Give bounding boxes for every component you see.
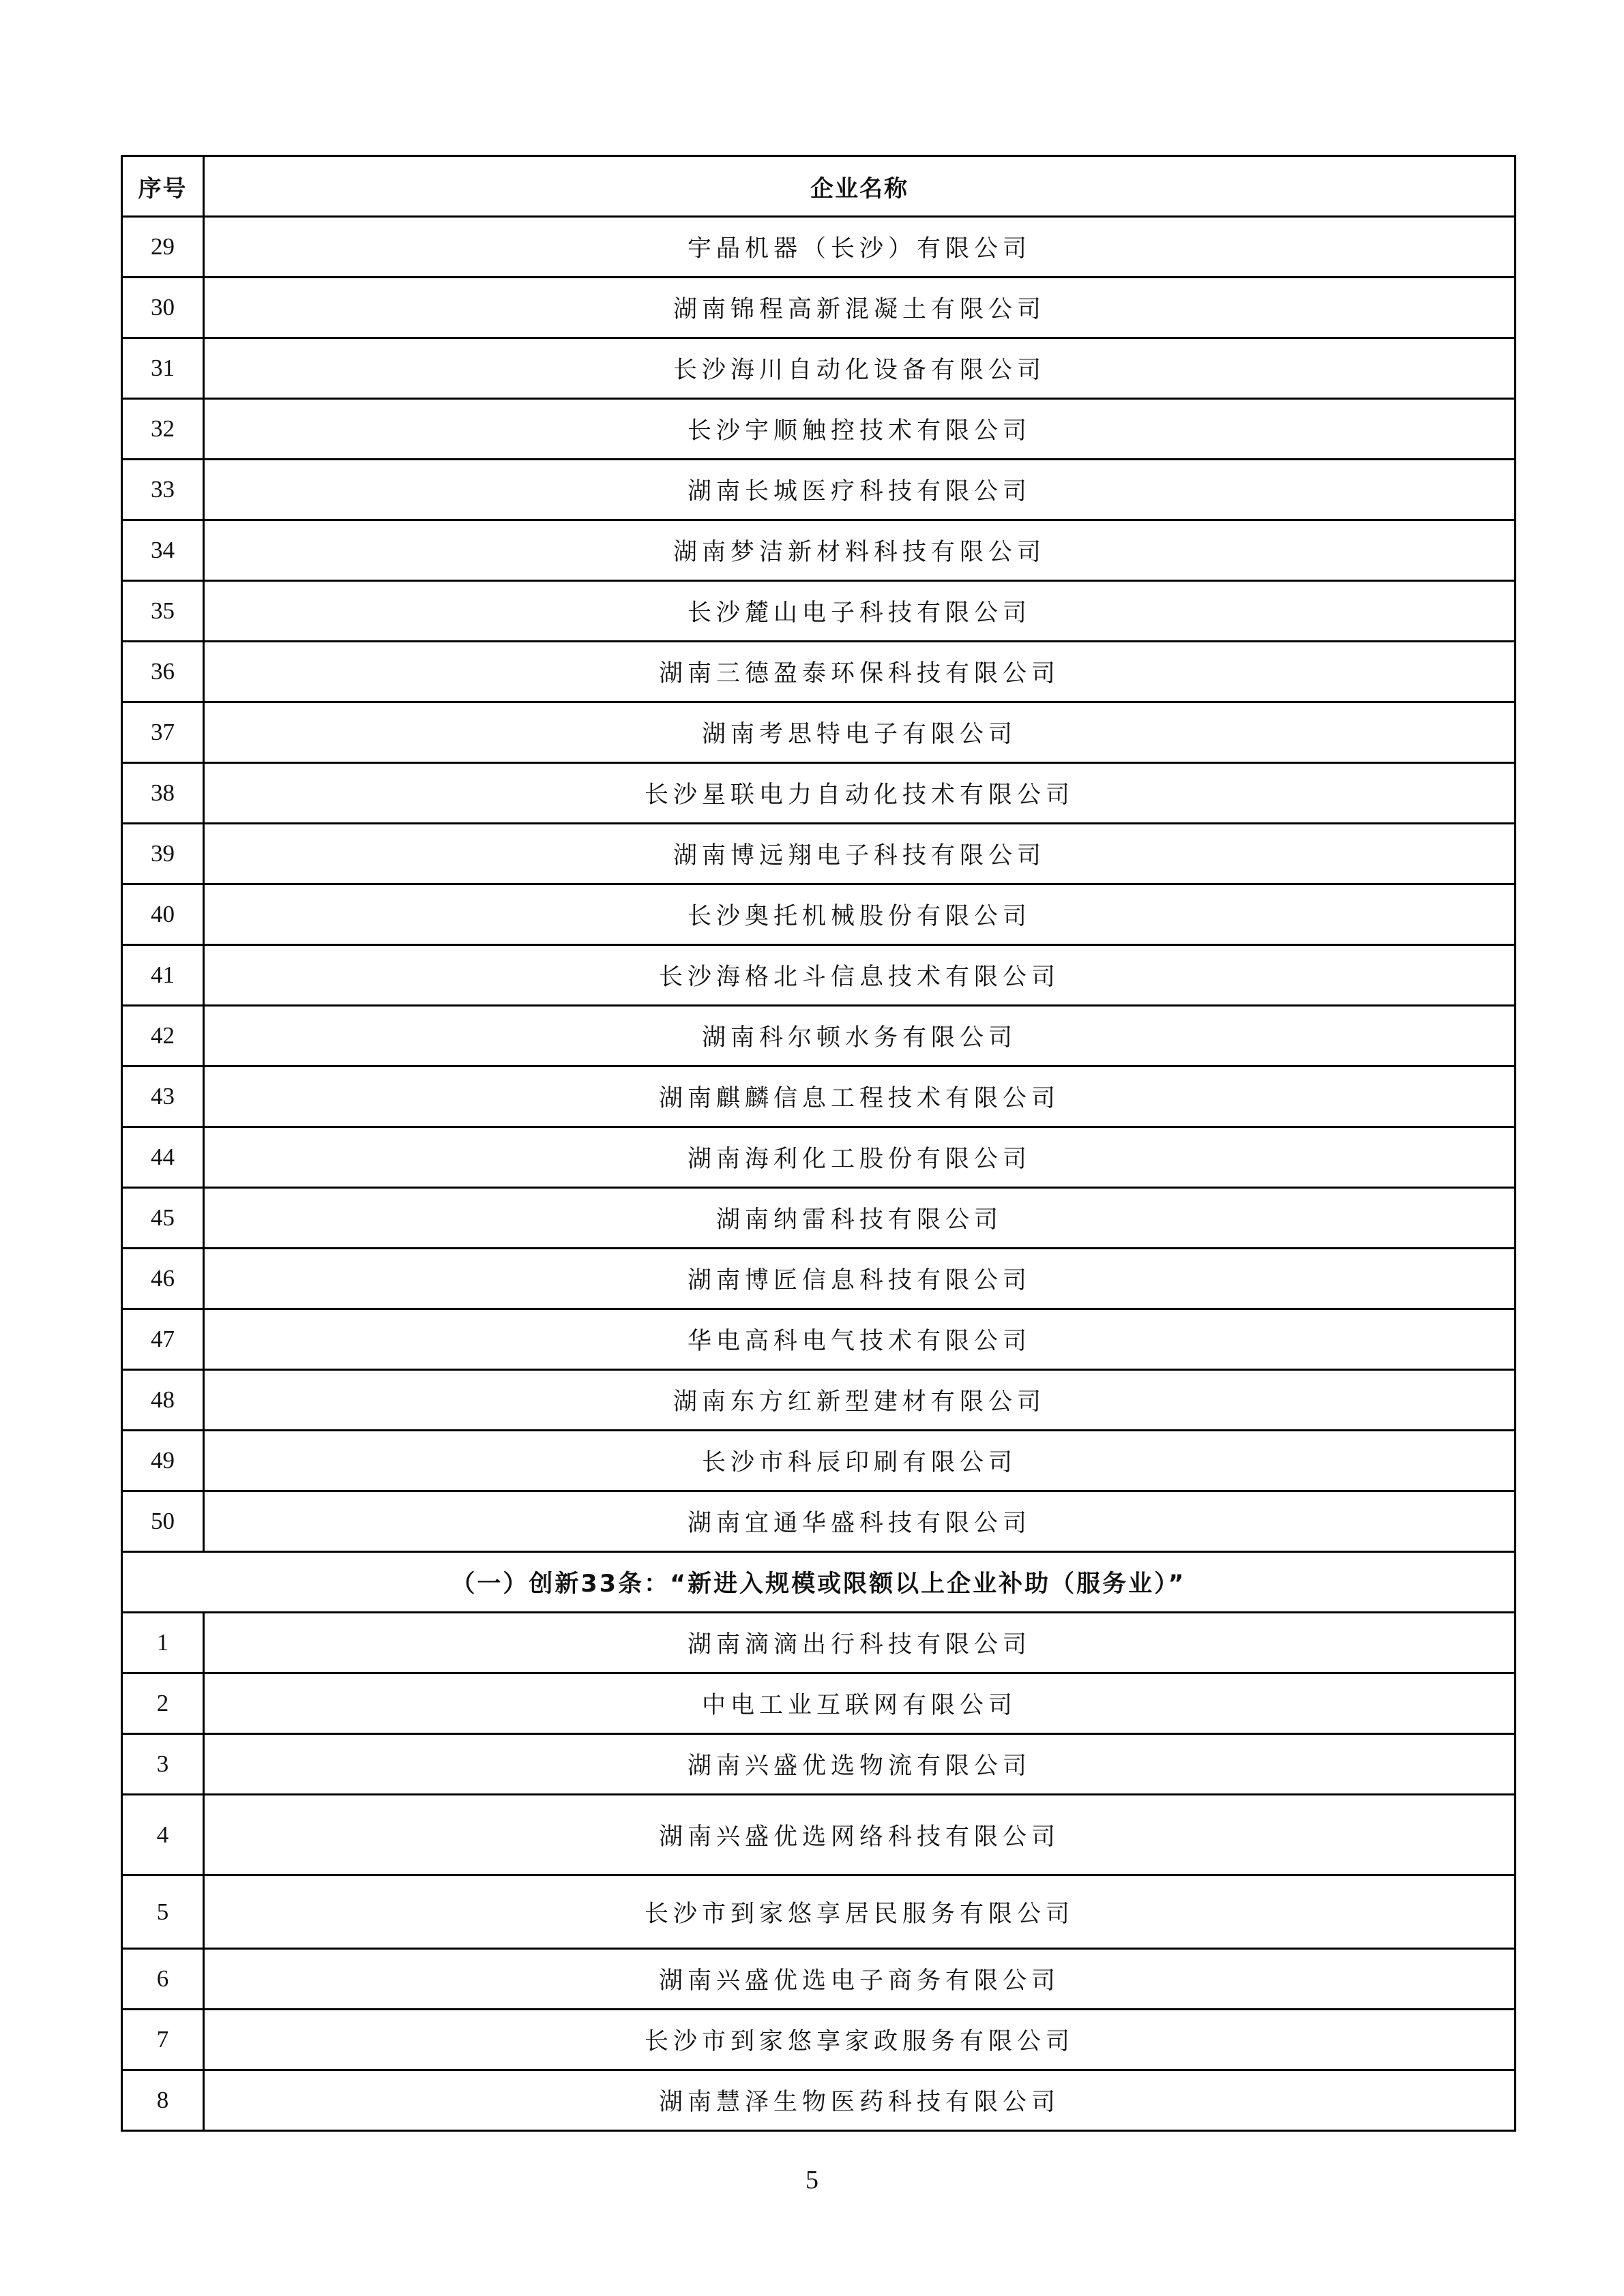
row-index: 8	[122, 2070, 204, 2131]
table-row	[122, 763, 1516, 824]
company-name: 长沙宇顺触控技术有限公司	[204, 399, 1516, 460]
company-name: 湖南宜通华盛科技有限公司	[204, 1491, 1516, 1552]
company-name: 湖南博远翔电子科技有限公司	[204, 824, 1516, 884]
section-row	[122, 1552, 1516, 1613]
table-row	[122, 702, 1516, 763]
company-name: 湖南麒麟信息工程技术有限公司	[204, 1067, 1516, 1127]
company-name: 湖南科尔顿水务有限公司	[204, 1006, 1516, 1067]
table-row	[122, 1949, 1516, 2010]
company-name: 湖南滴滴出行科技有限公司	[204, 1613, 1516, 1673]
table-row	[122, 1875, 1516, 1949]
company-name: 湖南考思特电子有限公司	[204, 702, 1516, 763]
row-index: 30	[122, 278, 204, 338]
company-name: 华电高科电气技术有限公司	[204, 1309, 1516, 1370]
row-index: 42	[122, 1006, 204, 1067]
company-name: 湖南锦程高新混凝土有限公司	[204, 278, 1516, 338]
company-name: 长沙星联电力自动化技术有限公司	[204, 763, 1516, 824]
company-list-table	[121, 155, 1516, 2132]
table-row	[122, 945, 1516, 1006]
table-row	[122, 399, 1516, 460]
row-index: 29	[122, 217, 204, 278]
row-index: 50	[122, 1491, 204, 1552]
table-body	[122, 217, 1516, 2131]
company-name: 长沙市科辰印刷有限公司	[204, 1431, 1516, 1491]
table-row	[122, 1006, 1516, 1067]
table-row	[122, 1370, 1516, 1431]
row-index: 40	[122, 884, 204, 945]
company-name: 长沙海川自动化设备有限公司	[204, 338, 1516, 399]
table-row	[122, 884, 1516, 945]
company-name: 长沙海格北斗信息技术有限公司	[204, 945, 1516, 1006]
row-index: 2	[122, 1673, 204, 1734]
table-row	[122, 1431, 1516, 1491]
row-index: 47	[122, 1309, 204, 1370]
row-index: 38	[122, 763, 204, 824]
row-index: 5	[122, 1875, 204, 1949]
company-name: 湖南慧泽生物医药科技有限公司	[204, 2070, 1516, 2131]
company-name: 湖南东方红新型建材有限公司	[204, 1370, 1516, 1431]
company-name: 长沙市到家悠享居民服务有限公司	[204, 1875, 1516, 1949]
table-row	[122, 2010, 1516, 2070]
row-index: 34	[122, 520, 204, 581]
table-row	[122, 520, 1516, 581]
table-row	[122, 460, 1516, 520]
header-company-name: 企业名称	[204, 156, 1516, 217]
company-name: 湖南兴盛优选物流有限公司	[204, 1734, 1516, 1795]
header-index: 序号	[122, 156, 204, 217]
table-row	[122, 1673, 1516, 1734]
table-row	[122, 1249, 1516, 1309]
company-name: 湖南兴盛优选网络科技有限公司	[204, 1795, 1516, 1875]
company-name: 湖南纳雷科技有限公司	[204, 1188, 1516, 1249]
table-row	[122, 278, 1516, 338]
row-index: 44	[122, 1127, 204, 1188]
table-row	[122, 217, 1516, 278]
table-row	[122, 1613, 1516, 1673]
table-row	[122, 1491, 1516, 1552]
company-name: 长沙奥托机械股份有限公司	[204, 884, 1516, 945]
row-index: 41	[122, 945, 204, 1006]
table-row	[122, 1795, 1516, 1875]
table-row	[122, 338, 1516, 399]
table-row	[122, 1127, 1516, 1188]
row-index: 33	[122, 460, 204, 520]
row-index: 45	[122, 1188, 204, 1249]
company-name: 湖南兴盛优选电子商务有限公司	[204, 1949, 1516, 2010]
company-name: 湖南海利化工股份有限公司	[204, 1127, 1516, 1188]
row-index: 4	[122, 1795, 204, 1875]
row-index: 32	[122, 399, 204, 460]
company-name: 长沙市到家悠享家政服务有限公司	[204, 2010, 1516, 2070]
table-row	[122, 642, 1516, 702]
row-index: 36	[122, 642, 204, 702]
company-name: 湖南三德盈泰环保科技有限公司	[204, 642, 1516, 702]
row-index: 48	[122, 1370, 204, 1431]
table-row	[122, 1188, 1516, 1249]
company-name: 湖南博匠信息科技有限公司	[204, 1249, 1516, 1309]
row-index: 43	[122, 1067, 204, 1127]
row-index: 35	[122, 581, 204, 642]
row-index: 1	[122, 1613, 204, 1673]
row-index: 37	[122, 702, 204, 763]
company-name: 湖南长城医疗科技有限公司	[204, 460, 1516, 520]
section-title: （一）创新33条：“新进入规模或限额以上企业补助（服务业）”	[122, 1552, 1516, 1613]
row-index: 46	[122, 1249, 204, 1309]
row-index: 7	[122, 2010, 204, 2070]
page-number: 5	[806, 2166, 818, 2194]
table-row	[122, 824, 1516, 884]
table-row	[122, 1067, 1516, 1127]
company-name: 长沙麓山电子科技有限公司	[204, 581, 1516, 642]
table-header-row	[122, 156, 1516, 217]
company-name: 中电工业互联网有限公司	[204, 1673, 1516, 1734]
row-index: 31	[122, 338, 204, 399]
company-name: 湖南梦洁新材料科技有限公司	[204, 520, 1516, 581]
table-row	[122, 1734, 1516, 1795]
table-row	[122, 581, 1516, 642]
table-row	[122, 2070, 1516, 2131]
company-name: 宇晶机器（长沙）有限公司	[204, 217, 1516, 278]
row-index: 6	[122, 1949, 204, 2010]
row-index: 3	[122, 1734, 204, 1795]
table-row	[122, 1309, 1516, 1370]
row-index: 39	[122, 824, 204, 884]
row-index: 49	[122, 1431, 204, 1491]
